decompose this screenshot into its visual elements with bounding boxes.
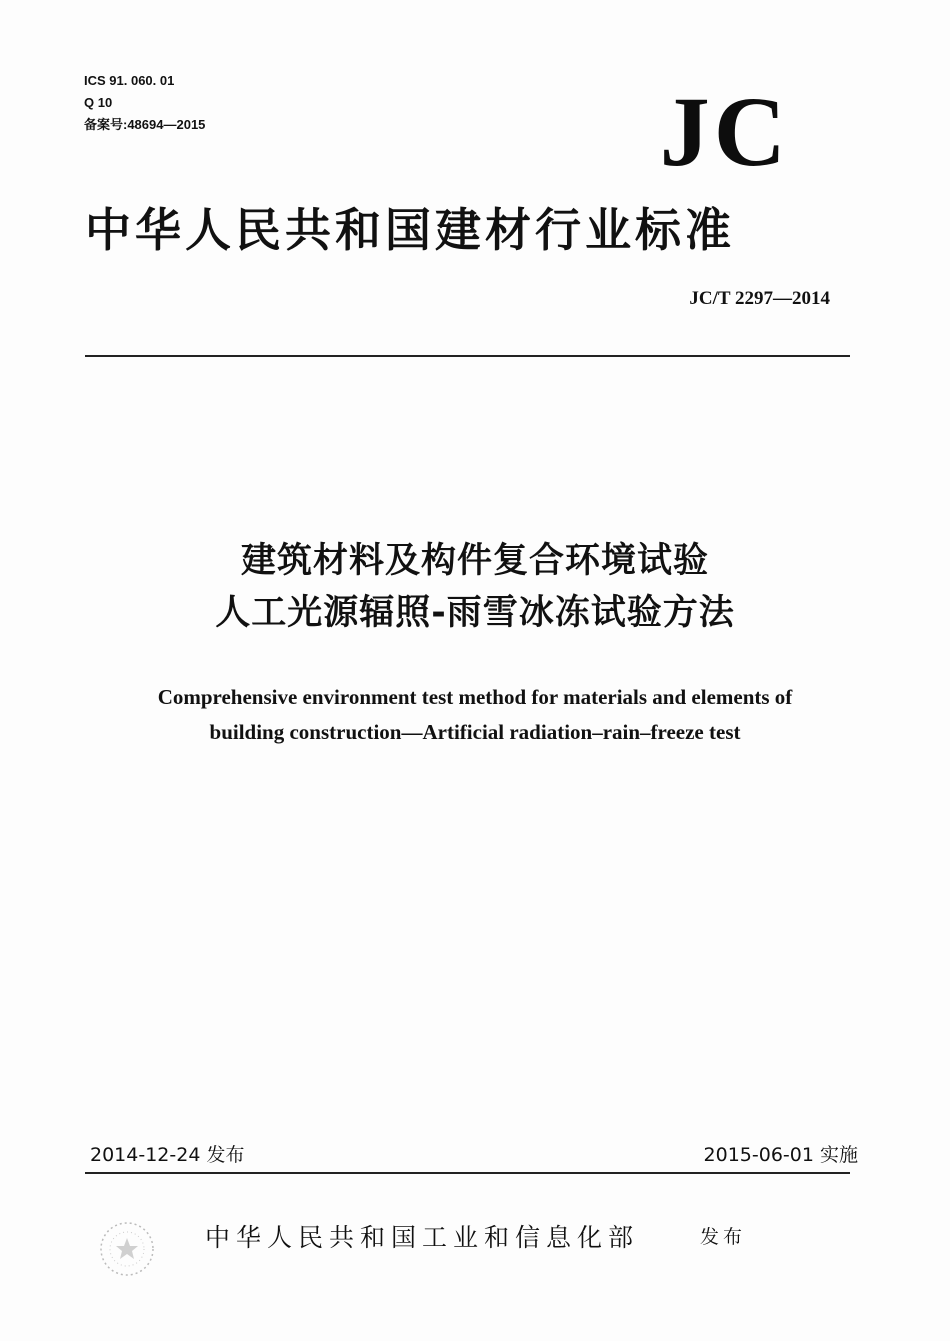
- chinese-title-line-2: 人工光源辐照-雨雪冰冻试验方法: [215, 593, 735, 633]
- english-title-line-2: building construction—Artificial radiation–rain–freeze test: [209, 720, 741, 744]
- filing-number: 备案号:48694—2015: [84, 117, 206, 132]
- chinese-title: [0, 535, 950, 639]
- classification-block: [84, 70, 205, 136]
- bottom-divider: [85, 1172, 850, 1174]
- publish-label: 发布: [700, 1226, 747, 1248]
- jc-logo: JC: [659, 76, 790, 187]
- english-title-line-1: Comprehensive environment test method for materials and elements of: [157, 685, 793, 709]
- standard-category-title: 中华人民共和国建材行业标准: [85, 203, 735, 257]
- official-seal-icon: [96, 1218, 158, 1280]
- ccs-code: Q 10: [84, 95, 113, 110]
- issue-date: 2014-12-24 发布: [90, 1144, 245, 1166]
- chinese-title-line-1: 建筑材料及构件复合环境试验: [240, 541, 709, 581]
- publisher-name: 中华人民共和国工业和信息化部: [205, 1223, 640, 1252]
- english-title: [0, 680, 950, 750]
- standard-number: JC/T 2297—2014: [689, 288, 830, 309]
- top-divider: [85, 355, 850, 357]
- implementation-date: 2015-06-01 实施: [703, 1144, 858, 1166]
- ics-code: ICS 91. 060. 01: [84, 73, 175, 88]
